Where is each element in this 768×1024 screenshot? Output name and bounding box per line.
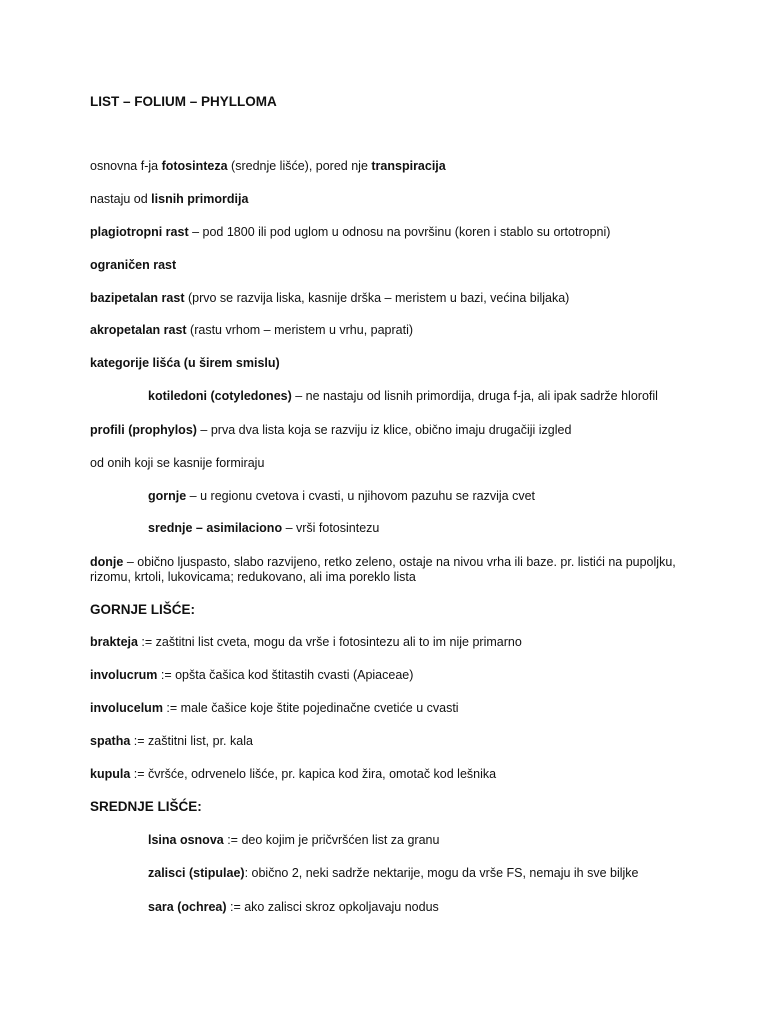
text-line [90, 555, 690, 585]
text-line [90, 291, 690, 306]
bold-term: brakteja [90, 635, 138, 649]
text-span: := opšta čašica kod štitastih cvasti (Apiaceae) [157, 668, 414, 682]
text-span: – ne nastaju od lisnih primordija, druga f-ja, ali ipak sadrže hlorofil [291, 389, 658, 403]
text-line [90, 225, 690, 240]
bold-term: bazipetalan rast [90, 291, 185, 305]
text-line [148, 389, 688, 404]
text-line [90, 635, 690, 650]
bold-term: involucrum [90, 668, 158, 682]
bold-term: ograničen rast [90, 258, 177, 272]
text-span: – pod 1800 ili pod uglom u odnosu na površinu (koren i stablo su ortotropni) [188, 225, 611, 239]
section-heading [90, 799, 690, 814]
text-span: := zaštitni list, pr. kala [130, 734, 253, 748]
bold-term: spatha [90, 734, 131, 748]
bold-term: kategorije lišća (u širem smislu) [90, 356, 280, 370]
text-line [90, 159, 690, 174]
bold-term: transpiracija [371, 159, 446, 173]
text-span: := male čašice koje štite pojedinačne cvetiće u cvasti [162, 701, 459, 715]
bold-term: plagiotropni rast [90, 225, 189, 239]
text-span: od onih koji se kasnije formiraju [90, 456, 265, 470]
bold-term: zalisci (stipulae) [148, 866, 245, 880]
text-span: – vrši fotosintezu [282, 521, 380, 535]
bold-term: GORNJE LIŠĆE: [90, 602, 196, 617]
bold-term: donje [90, 555, 124, 569]
text-span: := deo kojim je pričvršćen list za granu [223, 833, 440, 847]
text-line [90, 192, 690, 207]
bold-term: profili (prophylos) [90, 423, 197, 437]
text-line [90, 668, 690, 683]
text-line [148, 833, 688, 848]
text-span: := čvršće, odrvenelo lišće, pr. kapica kod žira, omotač kod lešnika [130, 767, 497, 781]
bold-term: SREDNJE LIŠĆE: [90, 799, 202, 814]
text-line [90, 323, 690, 338]
bold-term: fotosinteza [161, 159, 228, 173]
text-line [90, 456, 690, 471]
section-heading [90, 602, 690, 617]
text-span: (srednje lišće), pored nje [227, 159, 372, 173]
bold-term: srednje – asimilaciono [148, 521, 283, 535]
text-span: := ako zalisci skroz opkoljavaju nodus [226, 900, 439, 914]
document-title: LIST – FOLIUM – PHYLLOMA [90, 94, 277, 109]
text-line [90, 356, 690, 371]
text-span: osnovna f-ja [90, 159, 162, 173]
bold-term: lisnih primordija [151, 192, 249, 206]
text-span: (prvo se razvija liska, kasnije drška – meristem u bazi, većina biljaka) [184, 291, 570, 305]
bold-term: sara (ochrea) [148, 900, 227, 914]
text-span: := zaštitni list cveta, mogu da vrše i fotosintezu ali to im nije primarno [137, 635, 522, 649]
bold-term: lsina osnova [148, 833, 224, 847]
text-line [90, 767, 690, 782]
text-line [90, 734, 690, 749]
text-span: – prva dva lista koja se razviju iz klice, obično imaju drugačiji izgled [196, 423, 572, 437]
text-span: : obično 2, neki sadrže nektarije, mogu da vrše FS, nemaju ih sve biljke [244, 866, 639, 880]
text-line [90, 423, 690, 438]
text-span: – u regionu cvetova i cvasti, u njihovom pazuhu se razvija cvet [186, 489, 535, 503]
text-line [148, 866, 688, 881]
text-line [148, 521, 688, 536]
text-span: – obično ljuspasto, slabo razvijeno, retko zeleno, ostaje na nivou vrha ili baze. pr. listići na pupoljku, rizomu, krtoli, lukovicama; redukovano, ali ima poreklo lista [90, 555, 680, 584]
text-line [148, 900, 688, 915]
bold-term: akropetalan rast [90, 323, 187, 337]
text-span: nastaju od [90, 192, 152, 206]
text-line [90, 258, 690, 273]
text-line [148, 489, 688, 504]
text-span: (rastu vrhom – meristem u vrhu, paprati) [186, 323, 414, 337]
bold-term: gornje [148, 489, 187, 503]
text-line [90, 701, 690, 716]
bold-term: kupula [90, 767, 131, 781]
bold-term: involucelum [90, 701, 163, 715]
bold-term: kotiledoni (cotyledones) [148, 389, 292, 403]
